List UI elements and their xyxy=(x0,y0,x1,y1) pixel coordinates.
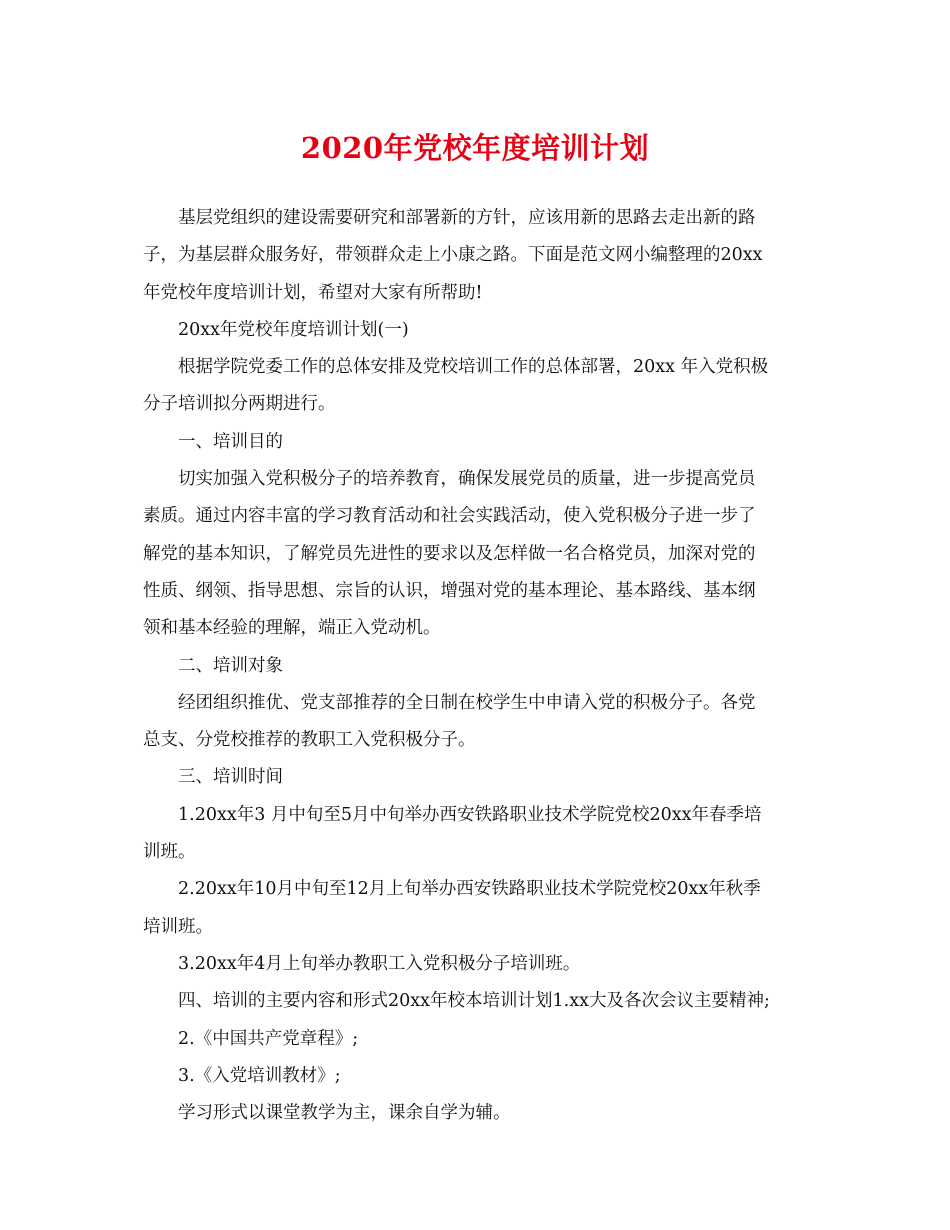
paragraph xyxy=(143,200,808,312)
paragraph-line: 学习形式以课堂教学为主，课余自学为辅。 xyxy=(178,1103,511,1124)
paragraph xyxy=(143,312,808,349)
paragraph-line: 二、培训对象 xyxy=(178,655,283,676)
paragraph-line: 20xx年党校年度培训计划(一) xyxy=(178,319,409,340)
paragraph-line: 根据学院党委工作的总体安排及党校培训工作的总体部署，20xx 年入党积极 xyxy=(178,357,769,378)
paragraph-line: 切实加强入党积极分子的培养教育，确保发展党员的质量，进一步提高党员 xyxy=(178,469,756,490)
paragraph-line: 培训班。 xyxy=(143,916,213,937)
document-title: 2020年党校年度培训计划 xyxy=(300,131,650,165)
paragraph xyxy=(143,648,808,685)
paragraph-line: 训班。 xyxy=(143,842,196,863)
paragraph xyxy=(143,424,808,461)
paragraph-line: 2.20xx年10月中旬至12月上旬举办西安铁路职业技术学院党校20xx年秋季 xyxy=(178,879,761,900)
paragraph-line: 三、培训时间 xyxy=(178,767,283,788)
paragraph-line: 领和基本经验的理解，端正入党动机。 xyxy=(143,618,441,639)
paragraph xyxy=(143,1021,808,1058)
paragraph-line: 经团组织推优、党支部推荐的全日制在校学生中申请入党的积极分子。各党 xyxy=(178,692,756,713)
paragraph xyxy=(143,759,808,796)
paragraph xyxy=(143,349,808,424)
paragraph-line: 一、培训目的 xyxy=(178,431,283,452)
paragraph xyxy=(143,983,808,1020)
paragraph-line: 3.《入党培训教材》; xyxy=(178,1065,341,1086)
paragraph xyxy=(143,946,808,983)
paragraph-line: 总支、分党校推荐的教职工入党积极分子。 xyxy=(143,730,476,751)
paragraph xyxy=(143,1095,808,1132)
paragraph-line: 基层党组织的建设需要研究和部署新的方针，应该用新的思路去走出新的路 xyxy=(178,208,756,228)
paragraph-line: 3.20xx年4月上旬举办教职工入党积极分子培训班。 xyxy=(178,953,581,974)
paragraph-line: 年党校年度培训计划，希望对大家有所帮助! xyxy=(143,282,483,303)
paragraph-line: 子，为基层群众服务好，带领群众走上小康之路。下面是范文网小编整理的20xx xyxy=(143,245,763,266)
paragraph-line: 1.20xx年3 月中旬至5月中旬举办西安铁路职业技术学院党校20xx年春季培 xyxy=(178,804,762,825)
paragraph xyxy=(143,685,808,760)
paragraph-line: 性质、纲领、指导思想、宗旨的认识，增强对党的基本理论、基本路线、基本纲 xyxy=(143,580,756,601)
paragraph-line: 2.《中国共产党章程》; xyxy=(178,1028,359,1049)
paragraph xyxy=(143,871,808,946)
paragraph xyxy=(143,461,808,647)
paragraph xyxy=(143,1058,808,1095)
paragraph-line: 素质。通过内容丰富的学习教育活动和社会实践活动，使入党积极分子进一步了 xyxy=(143,506,756,527)
paragraph-line: 分子培训拟分两期进行。 xyxy=(143,394,336,415)
paragraph-line: 解党的基本知识，了解党员先进性的要求以及怎样做一名合格党员，加深对党的 xyxy=(143,543,756,564)
paragraph xyxy=(143,797,808,872)
paragraph-line: 四、培训的主要内容和形式20xx年校本培训计划1.xx大及各次会议主要精神; xyxy=(178,991,770,1012)
document-body xyxy=(143,200,808,1132)
